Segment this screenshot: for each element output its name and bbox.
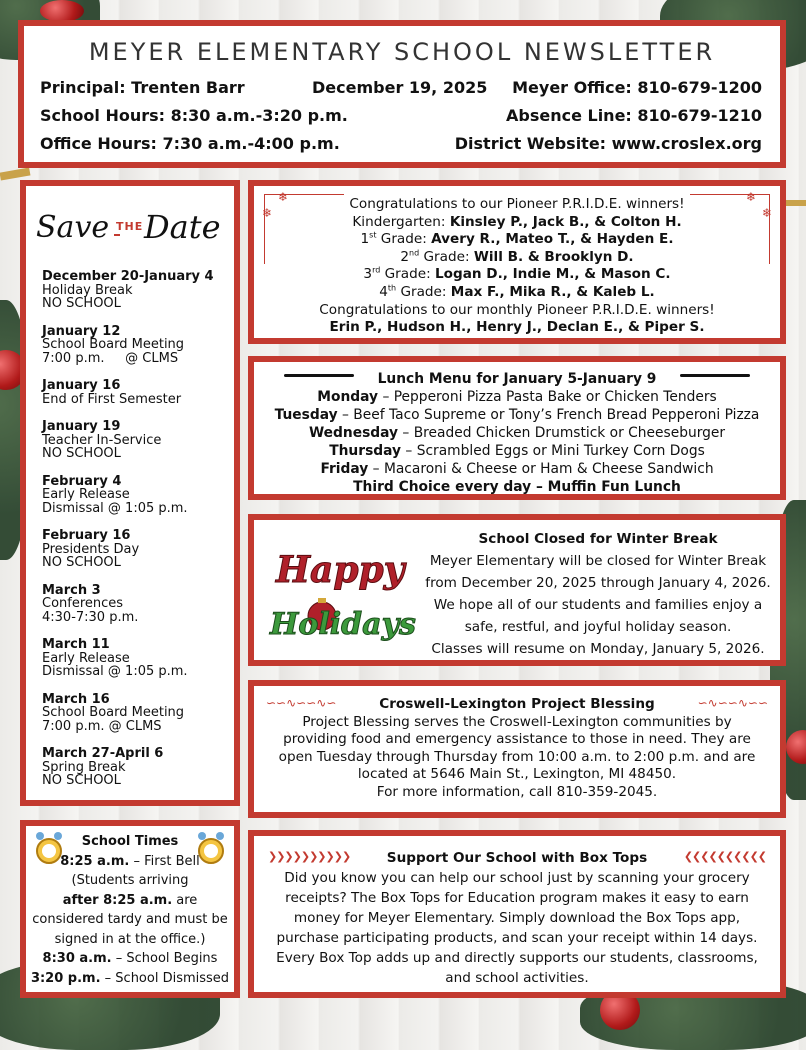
blessing-line: open Tuesday through Thursday from 10:00 a.m. to 2:00 p.m. and are — [278, 748, 756, 765]
save-the-date-word-the: THE — [116, 220, 144, 233]
menu-items: – Scrambled Eggs or Mini Turkey Corn Dogs — [401, 443, 705, 459]
absence-line: Absence Line: 810-679-1210 — [505, 106, 762, 125]
event-date: January 12 — [42, 323, 121, 339]
snowflake-icon: ❄ — [262, 206, 273, 220]
office-phone: Meyer Office: 810-679-1200 — [512, 78, 762, 97]
district-website-link[interactable]: District Website: www.croslex.org — [454, 134, 762, 153]
event-detail: 4:30-7:30 p.m. — [42, 609, 139, 625]
grade-label: Grade: — [419, 248, 474, 265]
list-item — [42, 638, 232, 679]
grade-suffix: rd — [372, 265, 381, 275]
first-bell-label: – First Bell — [129, 853, 200, 869]
newsletter-title: MEYER ELEMENTARY SCHOOL NEWSLETTER — [88, 38, 716, 66]
grade-suffix: th — [387, 283, 397, 293]
winter-break-line: from December 20, 2025 through January 4, 2026. — [425, 575, 771, 591]
event-date: January 16 — [42, 378, 121, 393]
principal-name: Principal: Trenten Barr — [40, 78, 245, 97]
event-description: School Board Meeting — [42, 337, 185, 352]
event-date: March 3 — [42, 582, 101, 598]
school-begins-time: 8:30 a.m. — [42, 951, 112, 966]
event-description: End of First Semester — [42, 391, 182, 407]
blessing-line: providing food and emergency assistance to those in need. They are — [283, 731, 751, 748]
newsletter-header — [18, 20, 786, 168]
lunch-menu-text — [262, 370, 772, 496]
event-detail: NO SCHOOL — [42, 773, 121, 788]
box-tops-panel — [248, 830, 786, 998]
winter-break-title: School Closed for Winter Break — [478, 531, 718, 547]
school-times-title: School Times — [81, 834, 179, 849]
event-description: Teacher In-Service — [42, 432, 162, 448]
chevron-right-icon: ❯❯❯❯❯❯❯❯❯❯ — [268, 850, 351, 863]
list-item — [262, 460, 772, 478]
event-date: March 16 — [42, 691, 110, 707]
box-tops-title: Support Our School with Box Tops — [386, 850, 648, 866]
list-item — [42, 584, 232, 625]
list-item — [42, 270, 232, 311]
event-list — [42, 270, 232, 802]
lunch-menu-title: Lunch Menu for January 5-January 9 — [377, 371, 657, 387]
list-item — [42, 379, 232, 406]
blessing-line: Project Blessing serves the Croswell-Lexington communities by — [302, 713, 732, 730]
school-times-text — [30, 832, 230, 988]
project-blessing-title: Croswell-Lexington Project Blessing — [379, 696, 655, 712]
menu-day: Monday — [317, 389, 379, 405]
event-date: December 20-January 4 — [42, 269, 214, 284]
box-tops-line: purchase participating products, and scan your receipt within 14 days. — [276, 930, 758, 946]
grade-label: Grade: — [380, 266, 435, 283]
box-tops-line: Every Box Top adds up and directly supports our students, classrooms, — [276, 950, 758, 966]
red-ornament-decoration — [40, 0, 84, 22]
blessing-line: located at 5646 Main St., Lexington, MI 48450. — [357, 766, 677, 783]
save-the-date-word-date: Date — [144, 208, 221, 246]
list-item — [42, 475, 232, 516]
snowflake-icon: ❄ — [278, 190, 289, 204]
menu-day: Wednesday — [308, 425, 399, 441]
office-hours: Office Hours: 7:30 a.m.-4:00 p.m. — [40, 134, 340, 153]
menu-items: – Pepperoni Pizza Pasta Bake or Chicken Tenders — [378, 389, 717, 405]
event-date: February 16 — [42, 528, 131, 543]
event-description: Presidents Day — [42, 541, 140, 557]
tardy-time: after 8:25 a.m. — [62, 892, 173, 908]
event-detail: NO SCHOOL — [42, 296, 121, 311]
first-bell-time: 8:25 a.m. — [60, 853, 130, 869]
grade-label: Grade: — [396, 283, 451, 300]
school-dismissed-time: 3:20 p.m. — [30, 970, 101, 986]
event-date: March 27-April 6 — [42, 746, 164, 761]
grade-number: 1 — [360, 231, 370, 248]
list-item — [42, 747, 232, 788]
menu-day: Friday — [320, 461, 369, 477]
event-description: Early Release — [42, 487, 130, 502]
tardy-note-3: considered tardy and must be — [32, 912, 228, 927]
winter-break-panel — [248, 514, 786, 666]
school-dismissed-label: – School Dismissed — [100, 970, 230, 986]
svg-text:Holidays: Holidays — [270, 607, 416, 642]
event-description: Holiday Break — [42, 282, 133, 298]
pride-winners-text — [262, 196, 772, 337]
fourth-grade-winners: Max F., Mika R., & Kaleb L. — [450, 283, 655, 300]
save-the-date-panel — [20, 180, 240, 806]
snowflake-icon: ❄ — [761, 206, 772, 220]
grade-label: Grade: — [376, 231, 432, 248]
event-description: School Board Meeting — [42, 705, 185, 720]
divider — [114, 234, 120, 236]
happy-holidays-image — [266, 538, 424, 650]
box-tops-line: and school activities. — [445, 970, 589, 986]
list-item — [262, 406, 772, 424]
menu-items: – Macaroni & Cheese or Ham & Cheese Sandwich — [368, 461, 714, 477]
grade-suffix: nd — [409, 248, 420, 258]
winter-break-text — [424, 528, 772, 660]
event-detail: 7:00 p.m. @ CLMS — [42, 718, 162, 734]
svg-text:Happy: Happy — [276, 549, 405, 591]
save-the-date-word-save: Save — [36, 210, 110, 245]
box-tops-text — [262, 848, 772, 988]
event-description: Spring Break — [42, 759, 126, 775]
kindergarten-winners: Kinsley P., Jack B., & Colton H. — [449, 213, 682, 230]
menu-items: – Breaded Chicken Drumstick or Cheeseburger — [398, 425, 726, 441]
project-blessing-panel — [248, 680, 786, 818]
list-item — [42, 420, 232, 461]
monthly-pride-winners: Erin P., Hudson H., Henry J., Declan E., & Piper S. — [329, 319, 705, 336]
box-tops-line: receipts? The Box Tops for Education program makes it easy to earn — [285, 890, 749, 906]
event-detail: NO SCHOOL — [42, 446, 121, 461]
event-detail: Dismissal @ 1:05 p.m. — [42, 500, 188, 516]
tardy-note-1: (Students arriving — [71, 873, 189, 888]
tardy-note-2: are — [172, 892, 198, 908]
second-grade-winners: Will B. & Brooklyn D. — [473, 248, 634, 265]
snowflake-icon: ❄ — [745, 190, 756, 204]
event-date: January 19 — [42, 419, 121, 434]
lunch-menu-panel — [248, 356, 786, 500]
school-hours: School Hours: 8:30 a.m.-3:20 p.m. — [40, 106, 348, 125]
menu-day: Tuesday — [274, 407, 338, 423]
school-times-panel — [20, 820, 240, 998]
winter-break-line: Classes will resume on Monday, January 5, 2026. — [431, 641, 765, 657]
chevron-left-icon: ❮❮❮❮❮❮❮❮❮❮ — [683, 850, 766, 863]
third-grade-winners: Logan D., Indie M., & Mason C. — [434, 266, 671, 283]
winter-break-line: safe, restful, and joyful holiday season. — [464, 619, 732, 635]
list-item — [262, 424, 772, 442]
event-date: March 11 — [42, 637, 110, 652]
event-description: Conferences — [42, 596, 124, 611]
monthly-pride-intro: Congratulations to our monthly Pioneer P.R.I.D.E. winners! — [319, 301, 715, 318]
winter-break-line: We hope all of our students and families enjoy a — [433, 597, 763, 613]
gold-ribbon-decoration — [0, 167, 30, 180]
newsletter-date: December 19, 2025 — [312, 78, 488, 97]
list-item — [262, 442, 772, 460]
list-item — [42, 529, 232, 570]
event-detail: Dismissal @ 1:05 p.m. — [42, 664, 188, 679]
list-item — [42, 325, 232, 366]
pride-winners-panel — [248, 180, 786, 344]
grade-label: Kindergarten: — [352, 213, 450, 230]
school-begins-label: – School Begins — [111, 951, 218, 966]
menu-items: – Beef Taco Supreme or Tony’s French Bread Pepperoni Pizza — [337, 407, 760, 423]
pride-intro: Congratulations to our Pioneer P.R.I.D.E. winners! — [349, 196, 685, 212]
tardy-note-4: signed in at the office.) — [54, 931, 206, 947]
list-item — [262, 388, 772, 406]
list-item — [42, 693, 232, 734]
third-choice: Third Choice every day – Muffin Fun Lunch — [353, 479, 681, 495]
first-grade-winners: Avery R., Mateo T., & Hayden E. — [431, 231, 674, 248]
grade-number: 2 — [400, 248, 410, 265]
menu-day: Thursday — [329, 443, 402, 459]
blessing-line: For more information, call 810-359-2045. — [376, 783, 658, 800]
save-the-date-heading — [36, 204, 236, 268]
grade-number: 4 — [379, 283, 388, 300]
grade-suffix: st — [369, 230, 377, 240]
event-detail: NO SCHOOL — [42, 555, 121, 570]
event-description: Early Release — [42, 650, 130, 666]
swirl-divider-icon: ∽∿∽∽∿∽∽ — [697, 696, 768, 710]
winter-break-line: Meyer Elementary will be closed for Winter Break — [429, 553, 767, 569]
event-detail: 7:00 p.m. @ CLMS — [42, 350, 179, 366]
swirl-divider-icon: ∽∽∿∽∽∿∽ — [266, 696, 337, 710]
grade-number: 3 — [363, 266, 373, 283]
event-date: February 4 — [42, 473, 122, 489]
box-tops-line: money for Meyer Elementary. Simply download the Box Tops app, — [293, 910, 741, 926]
project-blessing-text — [262, 696, 772, 802]
box-tops-line: Did you know you can help our school just by scanning your grocery — [284, 870, 750, 886]
